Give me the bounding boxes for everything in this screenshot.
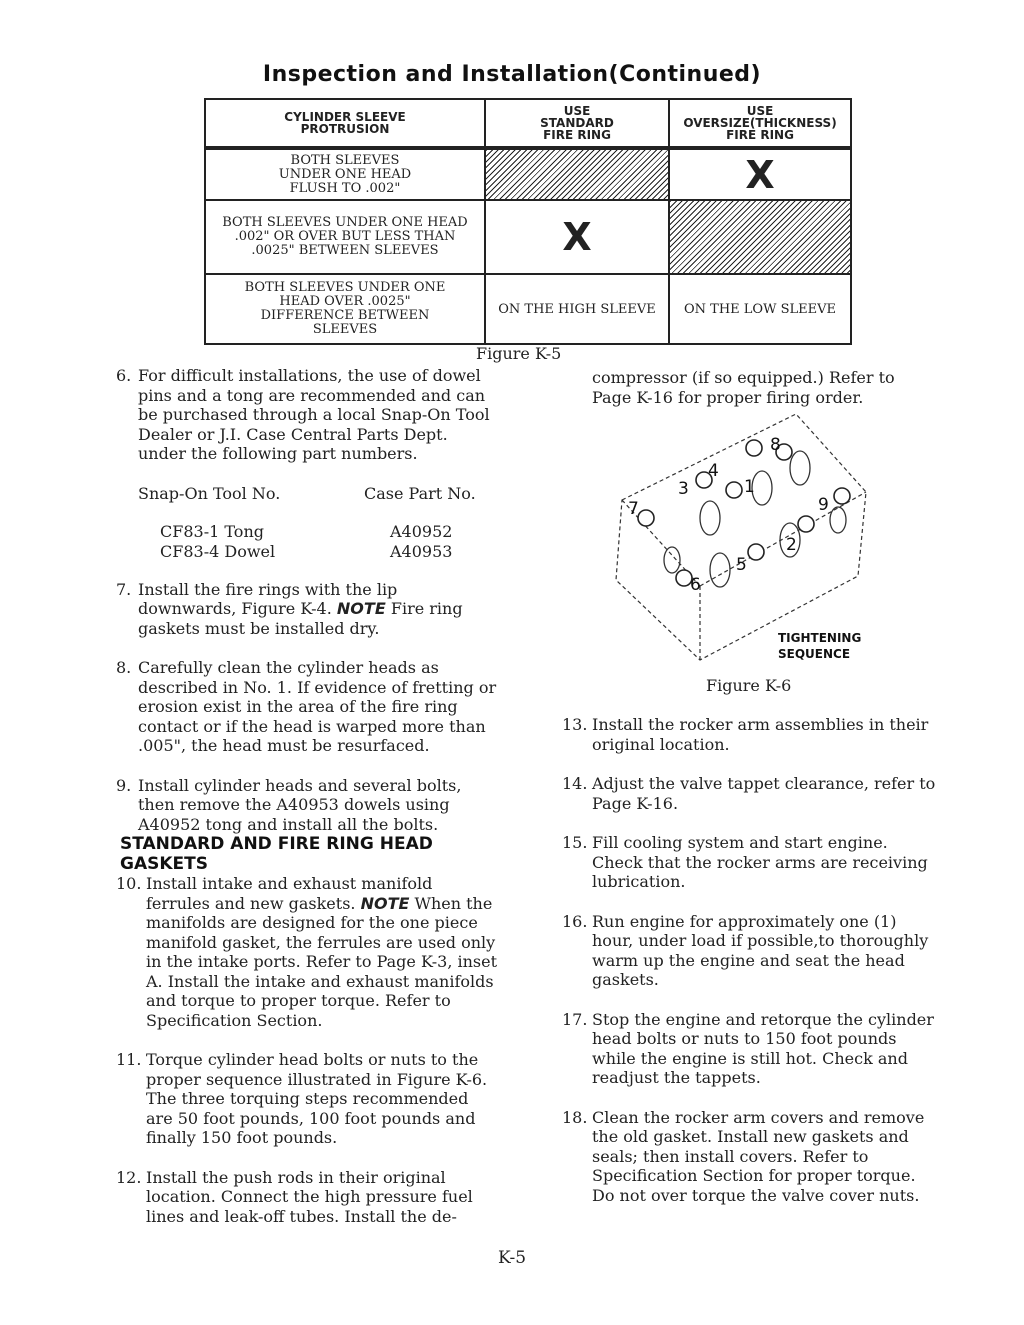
table-cell-high-sleeve: ON THE HIGH SLEEVE <box>485 274 669 344</box>
bolt-number: 2 <box>786 535 797 555</box>
head-outline <box>616 414 866 660</box>
bolt-number: 3 <box>678 479 689 499</box>
table-cell-x-mark: X <box>669 148 851 200</box>
right-column-top <box>592 368 938 407</box>
left-column <box>116 366 500 1226</box>
list-item: 18. Clean the rocker arm covers and remove the old gasket. Install new gaskets and seals; then install covers. Refer to Specification Section for proper torque. Do not over torque the valve cover nuts. <box>562 1107 925 1205</box>
fire-ring-table <box>204 98 852 345</box>
table-cell-low-sleeve: ON THE LOW SLEEVE <box>669 274 851 344</box>
svg-text:SEQUENCE: SEQUENCE <box>778 647 851 661</box>
list-item: 14. Adjust the valve tappet clearance, refer to Page K-16. <box>562 774 936 813</box>
figure-k5-caption: Figure K-5 <box>476 344 562 363</box>
table-row <box>205 274 851 344</box>
list-item: 11. Torque cylinder head bolts or nuts to the proper sequence illustrated in Figure K-6. The three torquing steps recommended are 50 foot pounds, 100 foot pounds and finally 150 foot pounds. <box>116 1050 488 1147</box>
bolt-number: 8 <box>770 435 781 455</box>
list-item: 6. For difficult installations, the use of dowel pins and a tong are recommended and can be purchased through a local Snap-On Tool Dealer or J.I. Case Central Parts Dept. under the following part numbers. <box>116 366 490 463</box>
table-cell-hatched <box>669 200 851 274</box>
table-cell-condition: BOTH SLEEVES UNDER ONE HEAD FLUSH TO .002" <box>205 148 485 200</box>
table-header-row <box>205 99 851 148</box>
table-header-standard: USE STANDARD FIRE RING <box>485 99 669 148</box>
list-item: 13. Install the rocker arm assemblies in their original location. <box>562 715 929 754</box>
continued-text: compressor (if so equipped.) Refer to Page K-16 for proper firing order. <box>592 368 895 407</box>
section-heading: STANDARD AND FIRE RING HEAD GASKETS <box>120 834 433 874</box>
table-cell-condition: BOTH SLEEVES UNDER ONE HEAD OVER .0025" DIFFERENCE BETWEEN SLEEVES <box>205 274 485 344</box>
sequence-numbers <box>628 435 829 595</box>
table-header-protrusion: CYLINDER SLEEVE PROTRUSION <box>205 99 485 148</box>
bolt-number: 5 <box>736 555 747 575</box>
table-cell-condition: BOTH SLEEVES UNDER ONE HEAD .002" OR OVER BUT LESS THAN .0025" BETWEEN SLEEVES <box>205 200 485 274</box>
table-row <box>205 148 851 200</box>
table-row <box>205 200 851 274</box>
page-number: K-5 <box>497 1248 527 1268</box>
table-cell-hatched <box>485 148 669 200</box>
table-cell-x-mark: X <box>485 200 669 274</box>
bolt-number: 1 <box>744 477 755 497</box>
bolt-number: 6 <box>690 575 701 595</box>
note-label: NOTE <box>336 599 386 618</box>
list-item: 15. Fill cooling system and start engine. Check that the rocker arms are receiving lubrication. <box>562 833 928 891</box>
list-item: 12. Install the push rods in their original location. Connect the high pressure fuel lines and leak-off tubes. Install the de- <box>116 1167 473 1226</box>
parts-header: Snap-On Tool No. Case Part No. <box>138 483 476 503</box>
table-row: CF83-4 Dowel A40953 <box>160 541 453 561</box>
diagram-label <box>778 631 861 661</box>
list-item: 10. Install intake and exhaust manifold ferrules and new gaskets. NOTE When the manifolds are designed for the one piece manifold gasket, the ferrules are used only in the intake ports. Refer to Page K-3, inset A. Install the intake and exhaust manifolds and torque to proper torque. Refer to Specification Section. <box>116 874 498 1030</box>
list-item: 17. Stop the engine and retorque the cylinder head bolts or nuts to 150 foot pounds while the engine is still hot. Check and readjust the tappets. <box>562 1009 934 1087</box>
list-item: 7. Install the fire rings with the lip downwards, Figure K-4. NOTE Fire ring gaskets must be installed dry. <box>116 579 463 638</box>
list-item: 16. Run engine for approximately one (1) hour, under load if possible,to thoroughly warm up the engine and seat the head gaskets. <box>562 911 929 989</box>
table-header-oversize: USE OVERSIZE(THICKNESS) FIRE RING <box>669 99 851 148</box>
bolt-number: 4 <box>708 461 719 481</box>
table-row: CF83-1 Tong A40952 <box>160 521 453 541</box>
list-item: 8. Carefully clean the cylinder heads as described in No. 1. If evidence of fretting or erosion exist in the area of the fire ring contact or if the head is warped more than .005", the head must be resurfaced. <box>116 658 497 755</box>
svg-text:TIGHTENING: TIGHTENING <box>778 631 862 645</box>
list-item: 9. Install cylinder heads and several bolts, then remove the A40953 dowels using A40952 tong and install all the bolts. <box>116 775 462 834</box>
figure-k6-caption: Figure K-6 <box>706 676 792 695</box>
bolt-number: 7 <box>628 499 639 519</box>
note-label: NOTE <box>360 893 410 913</box>
right-column <box>562 715 938 1205</box>
page-title: Inspection and Installation(Continued) <box>262 62 762 87</box>
bolt-number: 9 <box>818 495 829 515</box>
cylinder-head-diagram <box>610 410 880 670</box>
